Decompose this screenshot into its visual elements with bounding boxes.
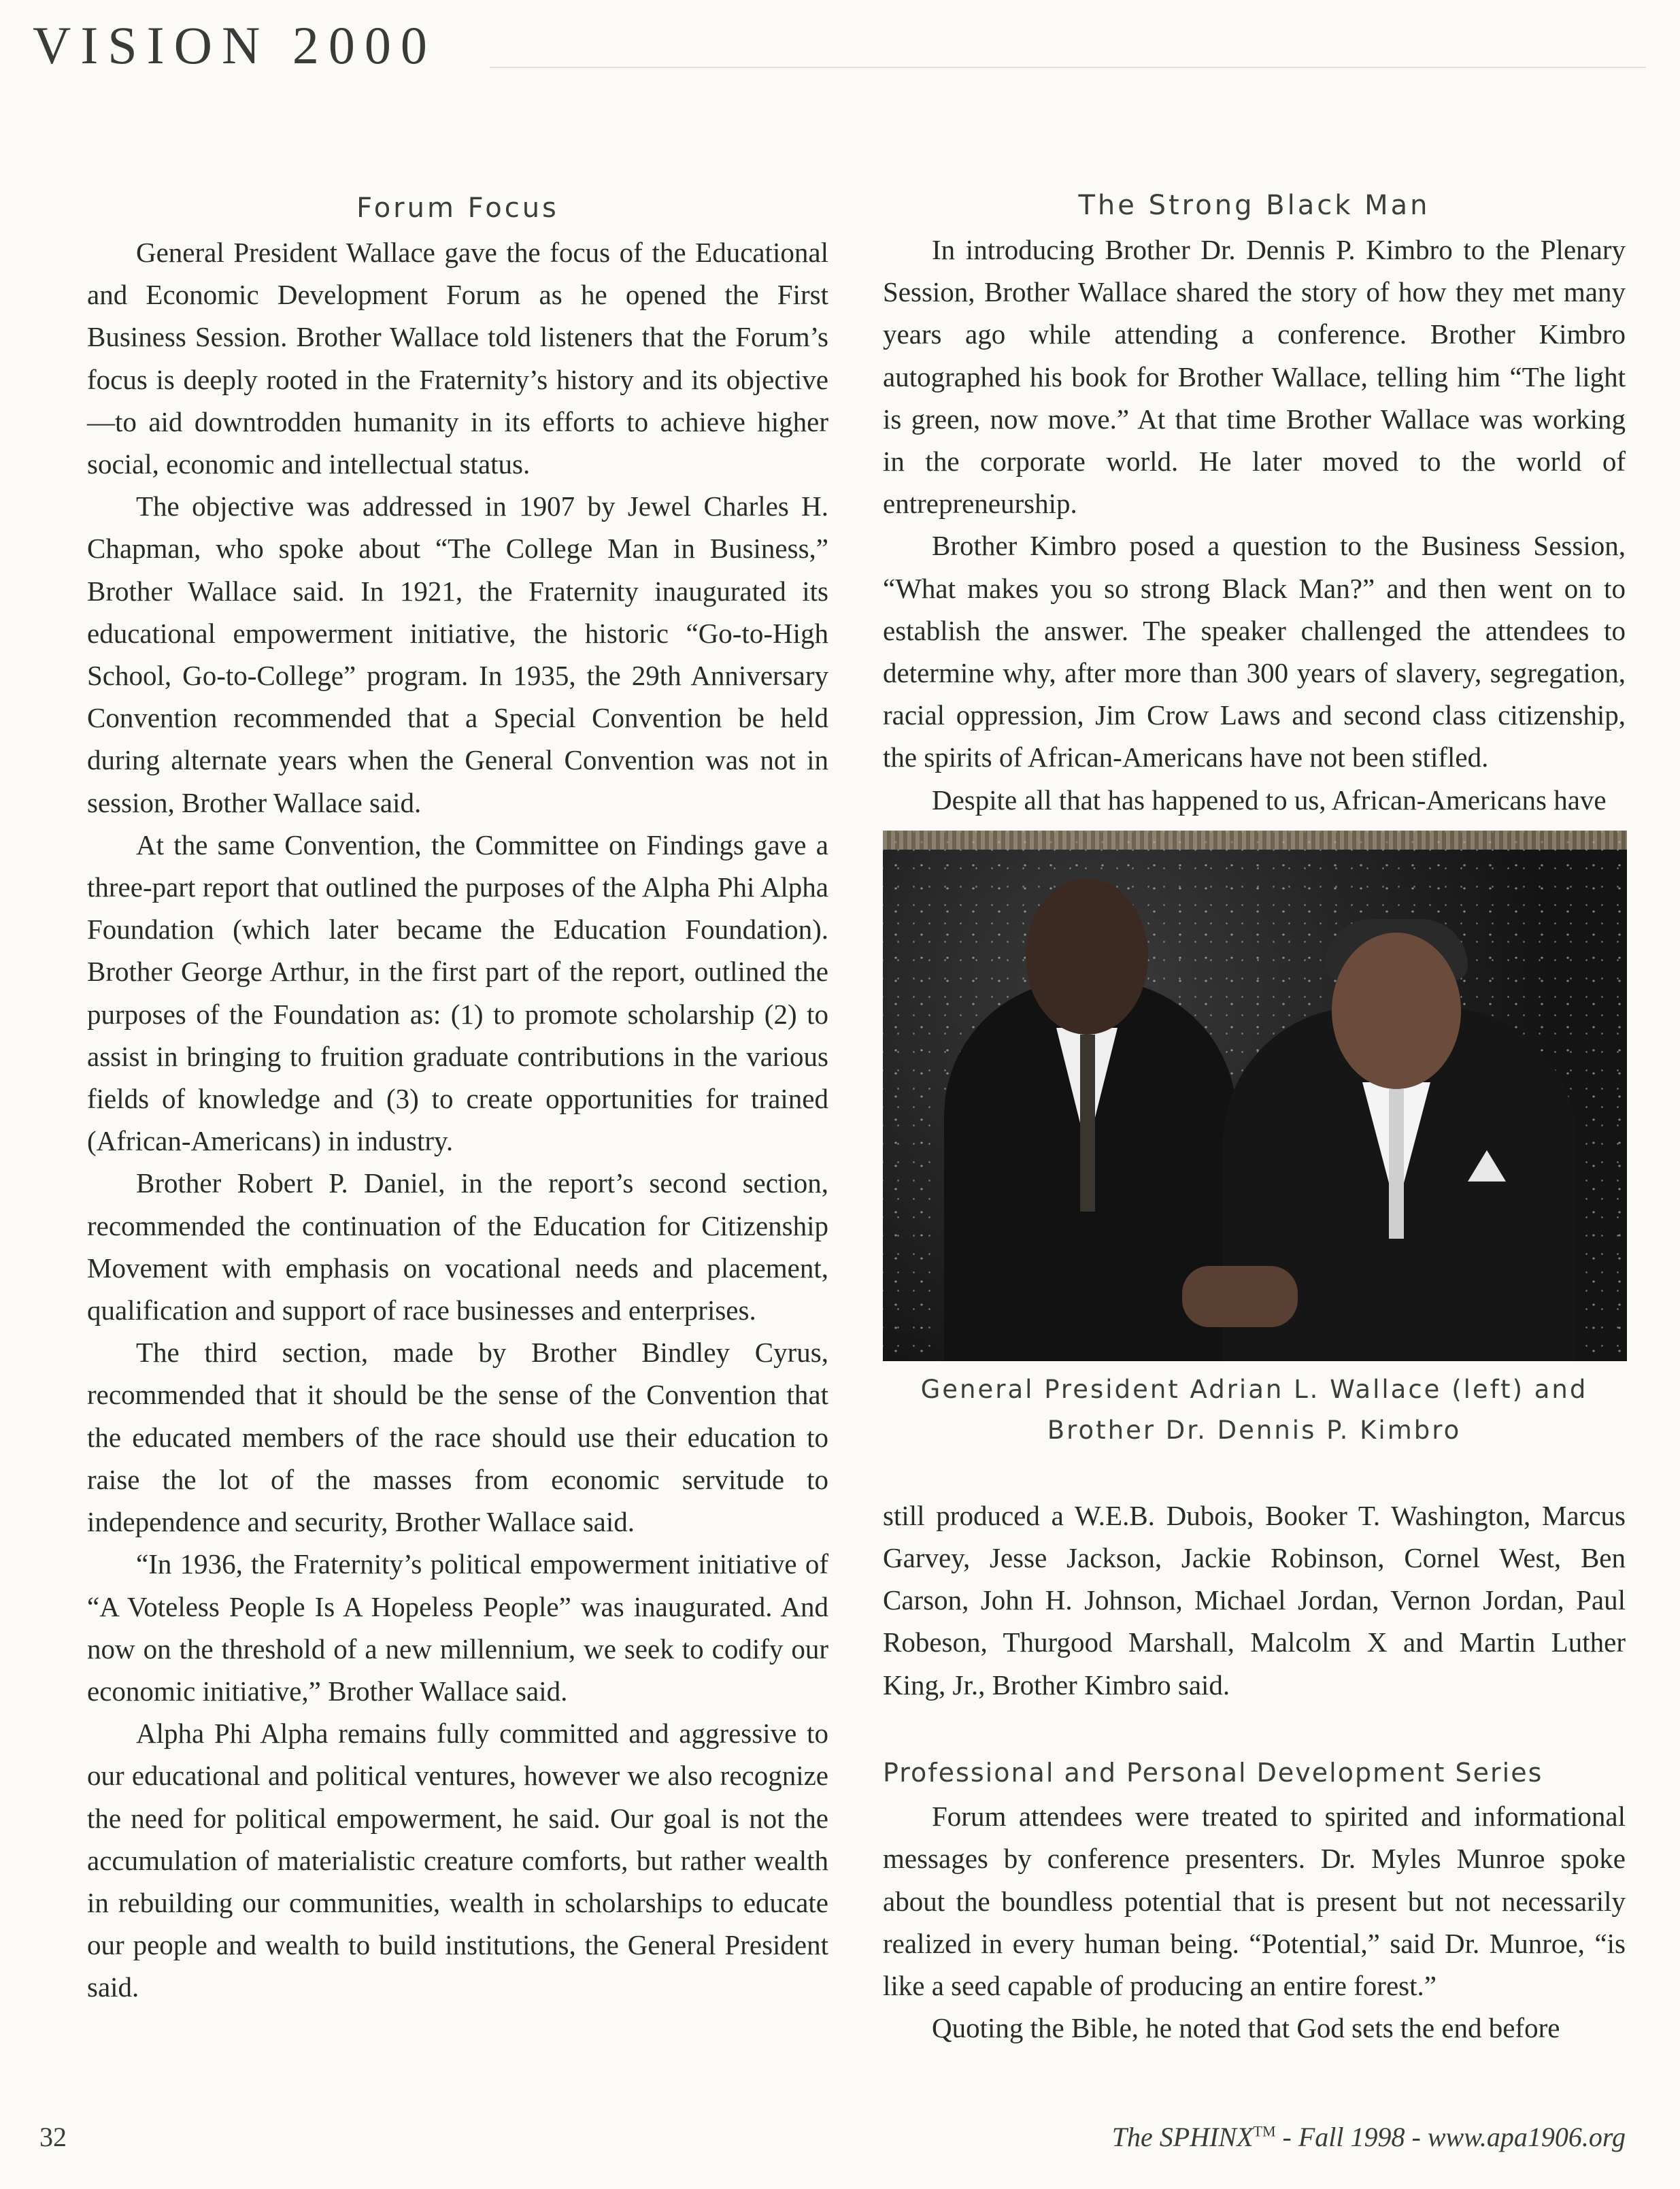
trademark-mark: TM	[1253, 2122, 1276, 2140]
publication-name: The SPHINX	[1111, 2122, 1254, 2152]
person-right-head	[1332, 933, 1461, 1089]
left-column	[87, 190, 828, 2009]
article-paragraph: General President Wallace gave the focus of the Educational and Economic Development Forum as he opened the First Business Session. Brother Wallace told listeners that the Forum’s focus is deeply rooted in the Fraternity’s history and its objective—to aid downtrodden humanity in its efforts to achieve higher social, economic and intellectual status.	[87, 237, 828, 480]
issue-and-url: - Fall 1998 - www.apa1906.org	[1275, 2122, 1626, 2152]
article-paragraph: Brother Kimbro posed a question to the Business Session, “What makes you so strong Black Man?” and then went on to establish the answer. The speaker challenged the attendees to determine why, after more than 300 years of slavery, segregation, racial oppression, Jim Crow Laws and second class citizenship, the spirits of African-Americans have not been stifled.	[883, 530, 1626, 773]
article-paragraph: At the same Convention, the Committee on Findings gave a three-part report that outlined the purposes of the Alpha Phi Alpha Foundation (which later became the Education Foundation). Brother George Arthur, in the first part of the report, outlined the purposes of the Foundation as: (1) to promote scholarship (2) to assist in bringing to fruition graduate contributions in the various fields of knowledge and (3) to create opportunities for trained (African-Americans) in industry.	[87, 829, 828, 1157]
section-heading-strong-black-man: The Strong Black Man	[1078, 190, 1430, 221]
photo-caption-line-1: General President Adrian L. Wallace (left) and	[920, 1374, 1588, 1404]
right-column	[883, 188, 1626, 2049]
article-paragraph: The objective was addressed in 1907 by Jewel Charles H. Chapman, who spoke about “The College Man in Business,” Brother Wallace said. In 1921, the Fraternity inaugurated its educational empowerment initiative, the historic “Go-to-High School, Go-to-College” program. In 1935, the 29th Anniversary Convention recommended that a Special Convention be held during alternate years when the General Convention was not in session, Brother Wallace said.	[87, 490, 828, 818]
handshake	[1182, 1266, 1298, 1327]
masthead-rule	[490, 67, 1646, 68]
photo-caption	[883, 1369, 1626, 1451]
section-heading-forum-focus: Forum Focus	[356, 193, 559, 224]
article-paragraph: The third section, made by Brother Bindley Cyrus, recommended that it should be the sense of the Convention that the educated members of the race should use their education to raise the lot of the masses from economic servitude to independence and security, Brother Wallace said.	[87, 1337, 828, 1538]
article-paragraph: still produced a W.E.B. Dubois, Booker T. Washington, Marcus Garvey, Jesse Jackson, Jackie Robinson, Cornel West, Ben Carson, John H. Johnson, Michael Jordan, Vernon Jordan, Paul Robeson, Thurgood Marshall, Malcolm X and Martin Luther King, Jr., Brother Kimbro said.	[883, 1499, 1626, 1701]
photo-wallace-kimbro	[883, 831, 1627, 1361]
page-number: 32	[39, 2122, 67, 2152]
article-paragraph: Alpha Phi Alpha remains fully committed and aggressive to our educational and political ventures, however we also recognize the need for political empowerment, he said. Our goal is not the accumulation of materialistic creature comforts, but rather wealth in rebuilding our communities, wealth in scholarships to educate our people and wealth to build institutions, the General President said.	[87, 1718, 828, 2003]
footer-publication	[1112, 2121, 1626, 2153]
photo-caption-line-2: Brother Dr. Dennis P. Kimbro	[1047, 1415, 1462, 1445]
article-paragraph: Quoting the Bible, he noted that God sets the end before	[932, 2012, 1560, 2044]
article-paragraph: Despite all that has happened to us, African-Americans have	[932, 784, 1607, 816]
article-paragraph: Brother Robert P. Daniel, in the report’s second section, recommended the continuation of the Education for Citizenship Movement with emphasis on vocational needs and placement, qualification and support of race businesses and enterprises.	[87, 1167, 828, 1326]
section-heading-professional-development: Professional and Personal Development Series	[883, 1757, 1543, 1788]
article-paragraph: “In 1936, the Fraternity’s political empowerment initiative of “A Voteless People Is A Hopeless People” was inaugurated. And now on the threshold of a new millennium, we seek to codify our economic initiative,” Brother Wallace said.	[87, 1548, 828, 1707]
masthead-title: VISION 2000	[33, 16, 437, 75]
article-paragraph: Forum attendees were treated to spirited and informational messages by conference presenters. Dr. Myles Munroe spoke about the boundless potential that is present but not necessarily realized in every human being. “Potential,” said Dr. Munroe, “is like a seed capable of producing an entire forest.”	[883, 1801, 1626, 2002]
article-paragraph: In introducing Brother Dr. Dennis P. Kimbro to the Plenary Session, Brother Wallace shared the story of how they met many years ago while attending a conference. Brother Kimbro autographed his book for Brother Wallace, telling him “The light is green, now move.” At that time Brother Wallace was working in the corporate world. He later moved to the world of entrepreneurship.	[883, 234, 1626, 520]
person-left-head	[1026, 878, 1148, 1035]
